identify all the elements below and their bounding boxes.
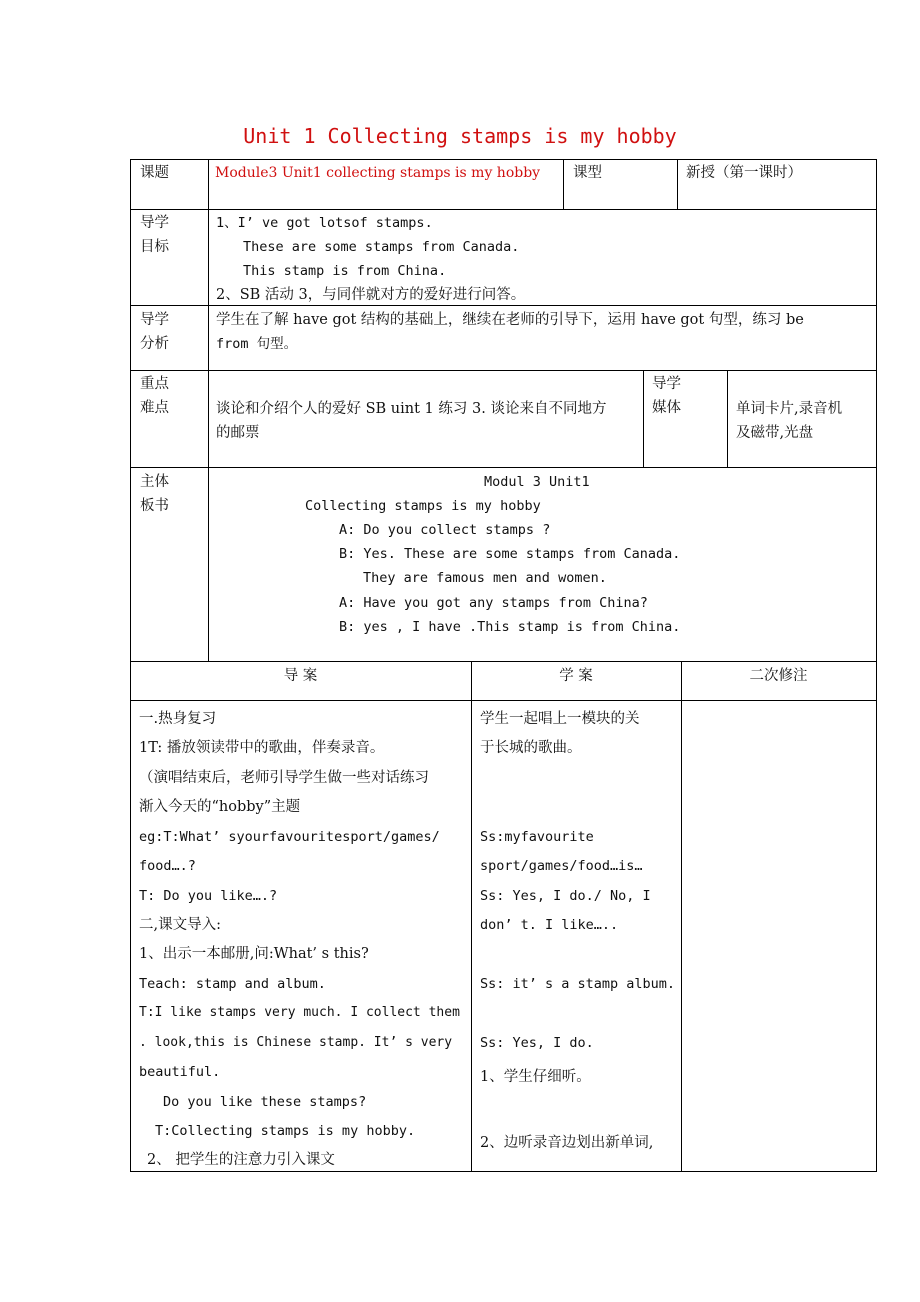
board-line: A: Have you got any stamps from China? xyxy=(339,595,648,611)
board-line: A: Do you collect stamps ? xyxy=(339,522,551,538)
study-line: Ss:myfavourite xyxy=(480,829,594,845)
keypoint-label-1: 重点 xyxy=(140,376,169,392)
media-label-1: 导学 xyxy=(652,376,681,392)
guide-line: Do you like these stamps? xyxy=(163,1094,367,1110)
board-line: Collecting stamps is my hobby xyxy=(305,498,541,514)
guide-line: 二,课文导入: xyxy=(139,917,221,933)
media-value-1: 单词卡片,录音机 xyxy=(736,401,843,417)
guide-header: 导 案 xyxy=(283,668,318,684)
type-value: 新授（第一课时） xyxy=(686,165,802,181)
keypoint-label-2: 难点 xyxy=(140,400,169,416)
guide-line: T:Collecting stamps is my hobby. xyxy=(155,1123,416,1139)
guide-line: 一.热身复习 xyxy=(139,711,217,727)
guide-line: 2、 把学生的注意力引入课文 xyxy=(147,1152,335,1168)
board-line: B: Yes. These are some stamps from Canada. xyxy=(339,546,681,562)
guide-line: beautiful. xyxy=(139,1064,221,1080)
analysis-line-1: 学生在了解 have got 结构的基础上，继续在老师的引导下，运用 have got 句型，练习 be xyxy=(216,312,804,328)
analysis-line-2: from 句型。 xyxy=(216,336,298,352)
board-label-1: 主体 xyxy=(140,474,169,490)
keypoint-line-1: 谈论和介绍个人的爱好 SB uint 1 练习 3. 谈论来自不同地方 xyxy=(216,401,607,417)
study-header: 学 案 xyxy=(559,668,593,684)
guide-line: eg:T:What’ syourfavouritesport/games/ xyxy=(139,829,440,845)
guide-line: 1、出示一本邮册,问:What’ s this? xyxy=(139,946,369,962)
study-line: 学生一起唱上一模块的关 xyxy=(480,711,640,727)
board-line: Modul 3 Unit1 xyxy=(484,474,590,490)
study-line: Ss: Yes, I do./ No, I xyxy=(480,888,651,904)
page-title: Unit 1 Collecting stamps is my hobby xyxy=(243,124,677,148)
study-line: 于长城的歌曲。 xyxy=(480,740,582,756)
guide-line: 1T: 播放领读带中的歌曲，伴奏录音。 xyxy=(139,740,385,756)
media-value-2: 及磁带,光盘 xyxy=(736,425,814,441)
study-line: Ss: Yes, I do. xyxy=(480,1035,594,1051)
analysis-label-2: 分析 xyxy=(140,336,169,352)
topic-value: Module3 Unit1 collecting stamps is my hobby xyxy=(215,165,541,181)
keypoint-line-2: 的邮票 xyxy=(216,425,260,441)
objective-label-1: 导学 xyxy=(140,215,169,231)
study-line: 1、学生仔细听。 xyxy=(480,1069,591,1085)
type-label: 课型 xyxy=(573,165,602,181)
objective-line: 1、I’ ve got lotsof stamps. xyxy=(216,215,433,231)
objective-label-2: 目标 xyxy=(140,239,169,255)
guide-line: T:I like stamps very much. I collect them xyxy=(139,1005,460,1020)
analysis-label-1: 导学 xyxy=(140,312,169,328)
study-line: don’ t. I like….. xyxy=(480,917,619,933)
media-label-2: 媒体 xyxy=(652,400,681,416)
objective-line: 2、SB 活动 3，与同伴就对方的爱好进行问答。 xyxy=(216,287,526,303)
study-line: sport/games/food…is… xyxy=(480,858,643,874)
board-label-2: 板书 xyxy=(140,498,169,514)
guide-line: 渐入今天的“hobby”主题 xyxy=(139,799,301,815)
study-line: Ss: it’ s a stamp album. xyxy=(480,976,676,992)
guide-line: （演唱结束后，老师引导学生做一些对话练习 xyxy=(139,770,429,786)
guide-line: Teach: stamp and album. xyxy=(139,976,326,992)
objective-line: These are some stamps from Canada. xyxy=(243,239,520,255)
board-line: B: yes , I have .This stamp is from China. xyxy=(339,619,681,635)
guide-line: T: Do you like….? xyxy=(139,888,278,904)
revise-header: 二次修注 xyxy=(749,668,808,684)
guide-line: food….? xyxy=(139,858,196,874)
study-line: 2、边听录音边划出新单词, xyxy=(480,1135,654,1151)
guide-line: . look,this is Chinese stamp. It’ s very xyxy=(139,1035,453,1050)
board-line: They are famous men and women. xyxy=(363,570,607,586)
topic-label: 课题 xyxy=(140,165,169,181)
objective-line: This stamp is from China. xyxy=(243,263,447,279)
